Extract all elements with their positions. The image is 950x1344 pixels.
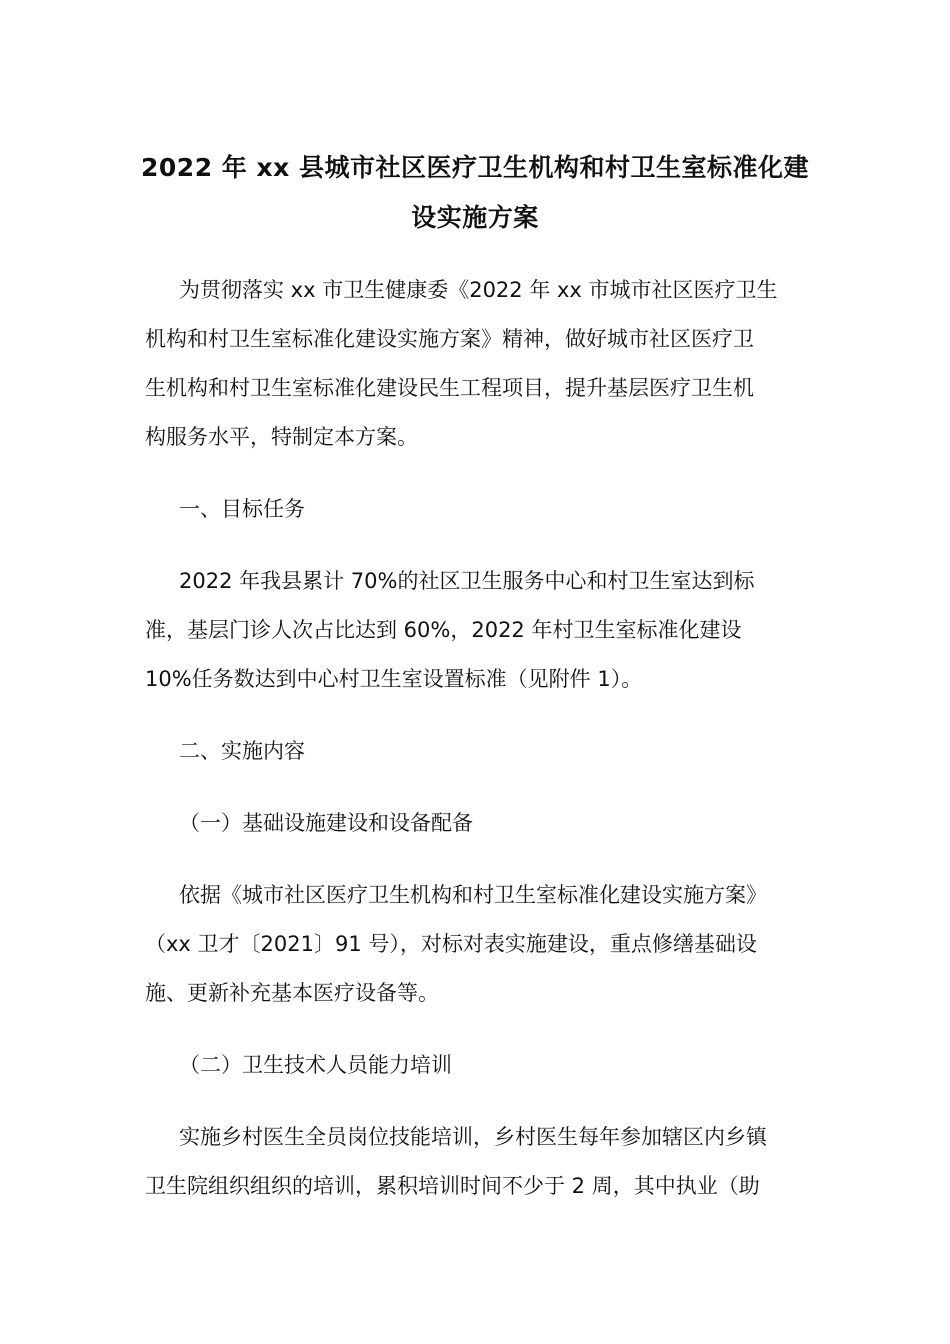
text-line: 机构和村卫生室标准化建设实施方案》精神，做好城市社区医疗卫 [145,327,754,351]
subsection-heading-training: （二）卫生技术人员能力培训 [179,1053,452,1077]
document-body [145,266,807,1211]
text-line: 生机构和村卫生室标准化建设民生工程项目，提升基层医疗卫生机 [145,376,754,400]
subsection-heading-infrastructure: （一）基础设施建设和设备配备 [179,811,473,835]
section-heading-goals: 一、目标任务 [179,497,305,521]
title-line-2: 设实施方案 [411,203,539,232]
text-line: 构服务水平，特制定本方案。 [145,425,418,449]
section-heading-content: 二、实施内容 [179,739,305,763]
text-line: 10%任务数达到中心村卫生室设置标准（见附件 1）。 [145,667,643,691]
intro-paragraph [145,266,807,462]
training-paragraph [145,1113,807,1211]
document-title [140,143,810,243]
text-line: 准，基层门诊人次占比达到 60%，2022 年村卫生室标准化建设 [145,618,742,642]
text-line: 卫生院组织组织的培训，累积培训时间不少于 2 周，其中执业（助 [145,1174,760,1198]
text-line: 为贯彻落实 xx 市卫生健康委《2022 年 xx 市城市社区医疗卫生 [179,278,778,302]
title-line-1: 2022 年 xx 县城市社区医疗卫生机构和村卫生室标准化建 [141,153,809,182]
text-line: 2022 年我县累计 70%的社区卫生服务中心和村卫生室达到标 [179,569,755,593]
text-line: 依据《城市社区医疗卫生机构和村卫生室标准化建设实施方案》 [179,883,767,907]
goals-paragraph [145,557,807,704]
infrastructure-paragraph [145,871,807,1018]
text-line: 实施乡村医生全员岗位技能培训，乡村医生每年参加辖区内乡镇 [179,1125,767,1149]
text-line: （xx 卫才〔2021〕91 号），对标对表实施建设，重点修缮基础设 [145,932,757,956]
text-line: 施、更新补充基本医疗设备等。 [145,981,439,1005]
